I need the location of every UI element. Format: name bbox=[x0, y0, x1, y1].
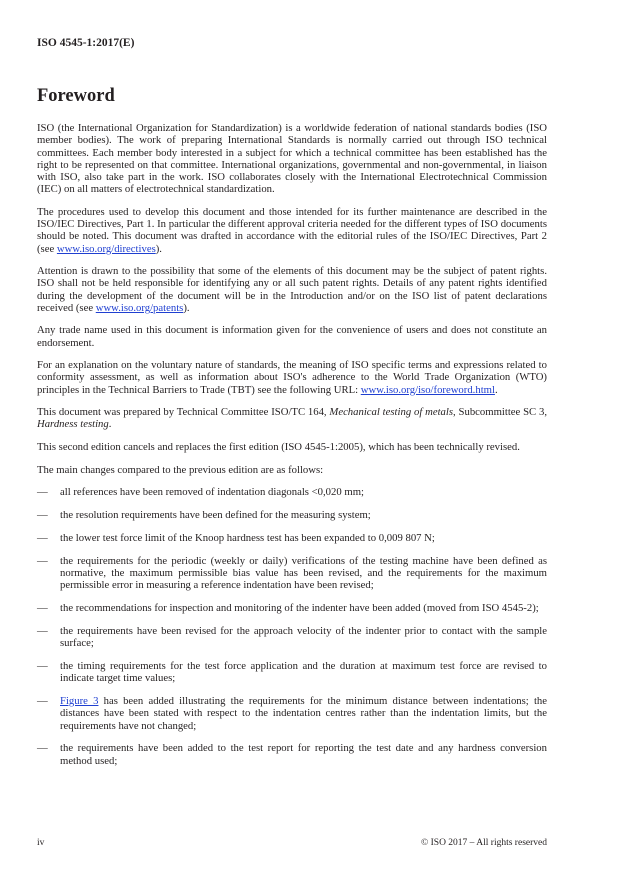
list-item-text: the lower test force limit of the Knoop hardness test has been expanded to 0,009 807 N; bbox=[60, 531, 435, 544]
list-item bbox=[37, 695, 547, 732]
page-number: iv bbox=[37, 838, 45, 848]
copyright: © ISO 2017 – All rights reserved bbox=[421, 838, 547, 848]
subcommittee-title: Hardness testing bbox=[37, 418, 109, 431]
document-header: ISO 4545-1:2017(E) bbox=[37, 37, 135, 49]
dash: — bbox=[37, 486, 48, 499]
text: , Subcommittee SC 3, bbox=[453, 406, 547, 419]
list-item-text: the requirements have been added to the test report for reporting the test date and any hardness conversion method used; bbox=[60, 742, 547, 767]
page-title: Foreword bbox=[37, 86, 115, 106]
text: has been added illustrating the requirements for the minimum distance between indentations; the distances have been stated with respect to the indentation centres rather than the indentation limits, but the requirements have not changed; bbox=[60, 695, 548, 732]
list-item-text: the resolution requirements have been defined for the measuring system; bbox=[60, 508, 371, 521]
list-item-text: the recommendations for inspection and monitoring of the indenter have been added (moved from ISO 4545-2); bbox=[60, 602, 539, 614]
list-item-text bbox=[60, 695, 547, 732]
list-item bbox=[37, 742, 547, 767]
paragraph: ISO (the International Organization for Standardization) is a worldwide federation of national standards bodies (ISO member bodies). The work of preparing International Standards is normally carried out through ISO technical committees. Each member body interested in a subject for which a technical committee has been established has the right to be represented on that committee. International organizations, governmental and non-governmental, in liaison with ISO, also take part in the work. ISO collaborates closely with the International Electrotechnical Commission (IEC) on all matters of electrotechnical standardization. bbox=[37, 122, 547, 196]
dash: — bbox=[37, 508, 48, 521]
list-item bbox=[37, 602, 547, 614]
text: This document was prepared by Technical Committee ISO/TC 164, bbox=[37, 406, 330, 419]
list-item-text: the timing requirements for the test force application and the duration at maximum test force are revised to indicate target time values; bbox=[60, 659, 547, 685]
list-item-text: all references have been removed of indentation diagonals <0,020 mm; bbox=[60, 486, 364, 499]
text: ). bbox=[183, 301, 190, 314]
dash: — bbox=[37, 554, 48, 567]
list-item bbox=[37, 660, 547, 685]
foreword-body bbox=[37, 122, 547, 777]
foreword-link[interactable]: www.iso.org/iso/foreword.html bbox=[360, 383, 495, 396]
dash: — bbox=[37, 602, 48, 614]
paragraph bbox=[37, 359, 547, 396]
list-item-text: the requirements for the periodic (weekly or daily) verifications of the testing machine have been defined as normative, the maximum permissible bias value has been revised, and the requirements for the maximum permissible error in measuring a reference indentation have been revised; bbox=[60, 554, 547, 592]
list-item bbox=[37, 486, 547, 498]
dash: — bbox=[37, 531, 48, 544]
text: For an explanation on the voluntary nature of standards, the meaning of ISO specific terms and expressions related to conformity assessment, as well as information about ISO's adherence to the World Trade Organization (WTO) principles in the Technical Barriers to Trade (TBT) see the following URL: bbox=[37, 359, 547, 396]
list-item bbox=[37, 555, 547, 592]
dash: — bbox=[37, 624, 48, 637]
text: Attention is drawn to the possibility that some of the elements of this document may be the subject of patent rights. ISO shall not be held responsible for identifying any or all such patent rights. Details of any patent rights identified during the development of the document will be in the Introduction and/or on the ISO list of patent declarations received (see bbox=[37, 265, 547, 314]
paragraph bbox=[37, 265, 547, 314]
text: ). bbox=[155, 242, 162, 255]
list-item bbox=[37, 509, 547, 521]
list-item bbox=[37, 532, 547, 544]
directives-link[interactable]: www.iso.org/directives bbox=[56, 242, 156, 255]
list-item bbox=[37, 625, 547, 650]
paragraph bbox=[37, 206, 547, 255]
text: The procedures used to develop this document and those intended for its further maintenance are described in the ISO/IEC Directives, Part 1. In particular the different approval criteria needed for the different types of ISO documents should be noted. This document was drafted in accordance with the editorial rules of the ISO/IEC Directives, Part 2 (see bbox=[37, 205, 547, 255]
text: . bbox=[494, 383, 498, 396]
changes-list bbox=[37, 486, 547, 767]
dash: — bbox=[37, 659, 48, 672]
committee-title: Mechanical testing of metals bbox=[329, 406, 454, 419]
figure-3-link[interactable]: Figure 3 bbox=[60, 695, 99, 708]
text: . bbox=[108, 418, 112, 431]
paragraph: This second edition cancels and replaces the first edition (ISO 4545-1:2005), which has been technically revised. bbox=[37, 441, 520, 454]
paragraph: Any trade name used in this document is information given for the convenience of users and does not constitute an endorsement. bbox=[37, 324, 547, 349]
paragraph: The main changes compared to the previous edition are as follows: bbox=[37, 463, 324, 476]
dash: — bbox=[37, 695, 48, 708]
paragraph bbox=[37, 406, 547, 431]
dash: — bbox=[37, 742, 48, 755]
list-item-text: the requirements have been revised for the approach velocity of the indenter prior to contact with the sample surface; bbox=[60, 624, 547, 650]
patents-link[interactable]: www.iso.org/patents bbox=[95, 301, 184, 314]
